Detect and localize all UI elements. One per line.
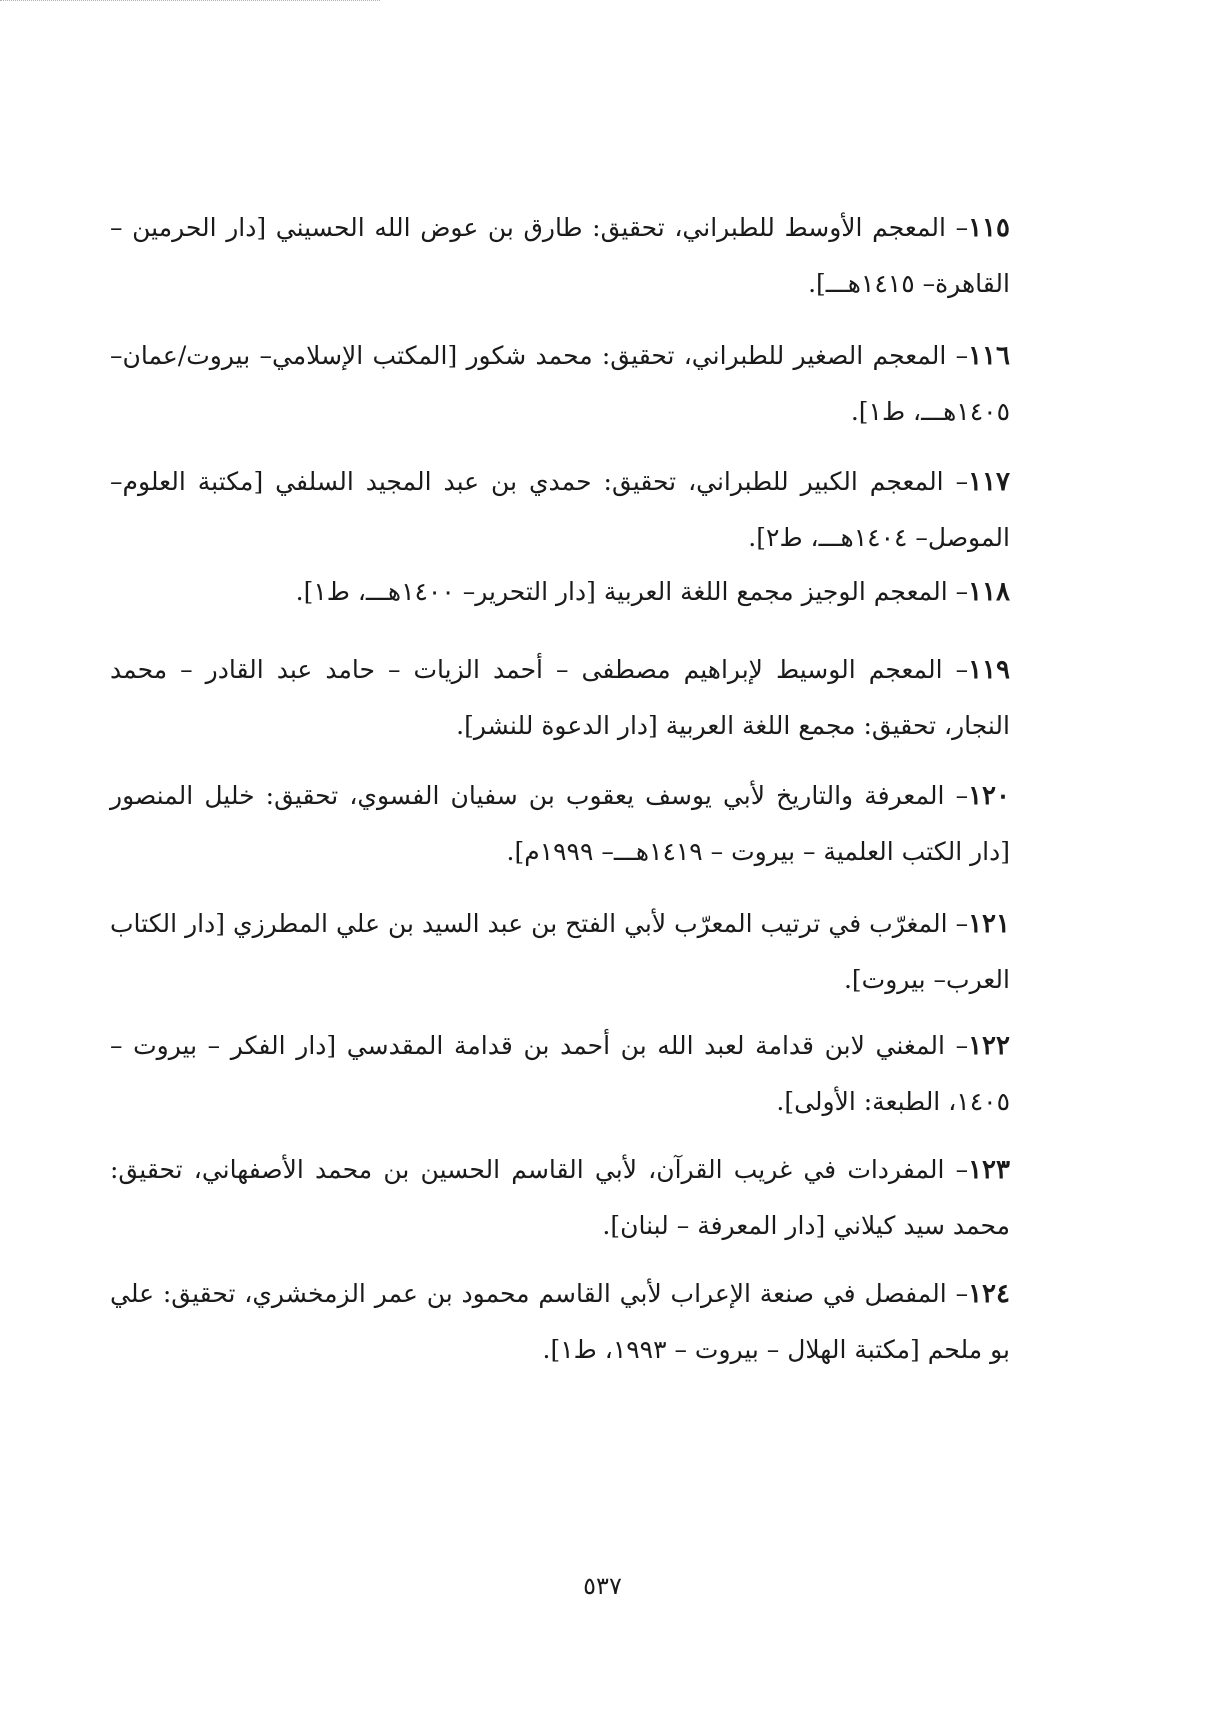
entry-text: – المفصل في صنعة الإعراب لأبي القاسم محمود بن عمر الزمخشري، تحقيق: علي بو ملحم [مكتبة الهلال – بيروت – ١٩٩٣، ط١].: [110, 1279, 1010, 1364]
entry-number: ١٢٤: [968, 1279, 1010, 1309]
entry-118: [110, 564, 1010, 620]
entry-115: [110, 200, 1010, 312]
entry-text: – المعجم الصغير للطبراني، تحقيق: محمد شكور [المكتب الإسلامي– بيروت/عمان– ١٤٠٥هـــ، ط١].: [110, 341, 1010, 426]
entry-number: ١١٨: [968, 577, 1010, 607]
entry-number: ١٢٠: [968, 781, 1010, 811]
entry-text: – المعجم الكبير للطبراني، تحقيق: حمدي بن عبد المجيد السلفي [مكتبة العلوم– الموصل– ١٤٠٤هـــ، ط٢].: [110, 467, 1010, 552]
entry-number: ١١٩: [968, 655, 1010, 685]
entry-text: – المعجم الوسيط لإبراهيم مصطفى – أحمد الزيات – حامد عبد القادر – محمد النجار، تحقيق: مجمع اللغة العربية [دار الدعوة للنشر].: [110, 655, 1010, 740]
entry-text: – المعجم الأوسط للطبراني، تحقيق: طارق بن عوض الله الحسيني [دار الحرمين – القاهرة– ١٤١٥هـــ].: [110, 213, 1010, 298]
page-number: ٥٣٧: [583, 1572, 622, 1600]
entry-116: [110, 328, 1010, 440]
entry-121: [110, 896, 1010, 1008]
entry-number: ١٢٢: [968, 1031, 1010, 1061]
entry-text: – المعجم الوجيز مجمع اللغة العربية [دار التحرير– ١٤٠٠هـــ، ط١].: [295, 577, 969, 606]
entry-120: [110, 768, 1010, 880]
entry-text: – المفردات في غريب القرآن، لأبي القاسم الحسين بن محمد الأصفهاني، تحقيق: محمد سيد كيلاني [دار المعرفة – لبنان].: [110, 1155, 1010, 1240]
entry-number: ١١٦: [968, 341, 1010, 371]
entry-117: [110, 454, 1010, 566]
entry-119: [110, 642, 1010, 754]
top-scan-edge: [0, 0, 380, 1]
entry-number: ١٢٣: [968, 1155, 1010, 1185]
entry-text: – المغرّب في ترتيب المعرّب لأبي الفتح بن عبد السيد بن علي المطرزي [دار الكتاب العرب– بيروت].: [110, 909, 1010, 994]
entry-number: ١١٥: [968, 213, 1010, 243]
entry-number: ١١٧: [968, 467, 1010, 497]
entry-text: – المغني لابن قدامة لعبد الله بن أحمد بن قدامة المقدسي [دار الفكر – بيروت – ١٤٠٥، الطبعة: الأولى].: [110, 1031, 1010, 1116]
entry-number: ١٢١: [968, 909, 1010, 939]
entry-123: [110, 1142, 1010, 1254]
entry-122: [110, 1018, 1010, 1130]
entry-124: [110, 1266, 1010, 1378]
entry-text: – المعرفة والتاريخ لأبي يوسف يعقوب بن سفيان الفسوي، تحقيق: خليل المنصور [دار الكتب العلمية – بيروت – ١٤١٩هـــ– ١٩٩٩م].: [110, 781, 1010, 866]
